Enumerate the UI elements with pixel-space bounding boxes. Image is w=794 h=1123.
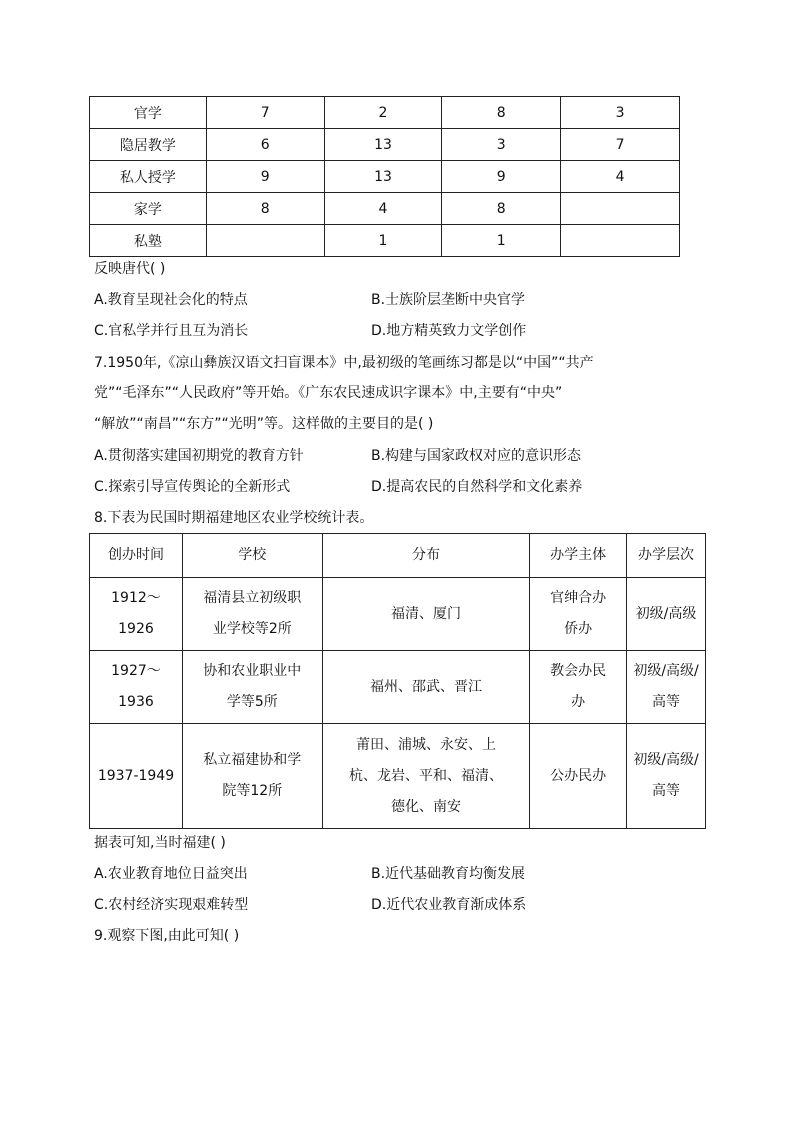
cell-school: 私立福建协和学院等12所 <box>182 724 322 829</box>
header-level: 办学层次 <box>627 534 706 578</box>
q6-stem-tail: 反映唐代( ) <box>94 261 166 277</box>
header-time: 创办时间 <box>90 534 183 578</box>
cell <box>561 225 680 257</box>
header-operator: 办学主体 <box>530 534 627 578</box>
cell: 7 <box>206 97 324 129</box>
row-label: 私塾 <box>90 225 207 257</box>
agri-school-table <box>89 533 706 829</box>
table-row <box>90 97 680 129</box>
q7-stem-line3: “解放”“南昌”“东方”“光明”等。这样做的主要目的是( ) <box>94 416 434 432</box>
cell: 13 <box>324 129 442 161</box>
header-distribution: 分布 <box>322 534 530 578</box>
q8-option-c[interactable]: C.农村经济实现艰难转型 <box>94 897 249 913</box>
education-stats-table <box>89 96 680 257</box>
cell: 1 <box>324 225 442 257</box>
table-row <box>90 225 680 257</box>
cell: 3 <box>561 97 680 129</box>
cell <box>561 193 680 225</box>
cell-school: 福清县立初级职业学校等2所 <box>182 578 322 651</box>
cell: 6 <box>206 129 324 161</box>
table-row <box>90 578 706 651</box>
q6-option-b[interactable]: B.士族阶层垄断中央官学 <box>371 292 526 308</box>
cell: 8 <box>206 193 324 225</box>
cell: 7 <box>561 129 680 161</box>
cell-operator: 公办民办 <box>530 724 627 829</box>
q6-option-c[interactable]: C.官私学并行且互为消长 <box>94 323 249 339</box>
cell: 4 <box>324 193 442 225</box>
cell-distribution: 莆田、浦城、永安、上杭、龙岩、平和、福清、德化、南安 <box>322 724 530 829</box>
table-row <box>90 161 680 193</box>
q7-option-b[interactable]: B.构建与国家政权对应的意识形态 <box>371 448 582 464</box>
cell-distribution: 福清、厦门 <box>322 578 530 651</box>
q7-option-c[interactable]: C.探索引导宣传舆论的全新形式 <box>94 479 291 495</box>
q7-stem-line1: 7.1950年,《凉山彝族汉语文扫盲课本》中,最初级的笔画练习都是以“中国”“共产 <box>94 355 594 371</box>
cell: 8 <box>442 193 561 225</box>
cell-time: 1937-1949 <box>90 724 183 829</box>
cell: 13 <box>324 161 442 193</box>
q8-stem: 8.下表为民国时期福建地区农业学校统计表。 <box>94 510 374 526</box>
cell: 3 <box>442 129 561 161</box>
q6-option-d[interactable]: D.地方精英致力文学创作 <box>371 323 527 339</box>
cell-level: 初级/高级/高等 <box>627 724 706 829</box>
cell-time: 1912～1926 <box>90 578 183 651</box>
cell-school: 协和农业职业中学等5所 <box>182 651 322 724</box>
q8-option-d[interactable]: D.近代农业教育渐成体系 <box>371 897 527 913</box>
row-label: 私人授学 <box>90 161 207 193</box>
cell: 9 <box>442 161 561 193</box>
table-row <box>90 129 680 161</box>
q8-option-a[interactable]: A.农业教育地位日益突出 <box>94 866 248 882</box>
q9-stem: 9.观察下图,由此可知( ) <box>94 928 240 944</box>
cell <box>206 225 324 257</box>
cell: 1 <box>442 225 561 257</box>
table-row <box>90 651 706 724</box>
table-header-row <box>90 534 706 578</box>
header-school: 学校 <box>182 534 322 578</box>
cell-level: 初级/高级 <box>627 578 706 651</box>
row-label: 官学 <box>90 97 207 129</box>
cell-time: 1927～1936 <box>90 651 183 724</box>
cell: 8 <box>442 97 561 129</box>
table-row <box>90 193 680 225</box>
cell-operator: 教会办民办 <box>530 651 627 724</box>
q7-stem-line2: 党”“毛泽东”“人民政府”等开始。《广东农民速成识字课本》中,主要有“中央” <box>94 385 563 401</box>
cell-distribution: 福州、邵武、晋江 <box>322 651 530 724</box>
cell: 2 <box>324 97 442 129</box>
cell: 9 <box>206 161 324 193</box>
q6-option-a[interactable]: A.教育呈现社会化的特点 <box>94 292 248 308</box>
cell-level: 初级/高级/高等 <box>627 651 706 724</box>
q7-option-a[interactable]: A.贯彻落实建国初期党的教育方针 <box>94 448 304 464</box>
row-label: 隐居教学 <box>90 129 207 161</box>
table-row <box>90 724 706 829</box>
cell: 4 <box>561 161 680 193</box>
q8-after: 据表可知,当时福建( ) <box>94 835 226 851</box>
cell-operator: 官绅合办侨办 <box>530 578 627 651</box>
q7-option-d[interactable]: D.提高农民的自然科学和文化素养 <box>371 479 583 495</box>
q8-option-b[interactable]: B.近代基础教育均衡发展 <box>371 866 526 882</box>
row-label: 家学 <box>90 193 207 225</box>
